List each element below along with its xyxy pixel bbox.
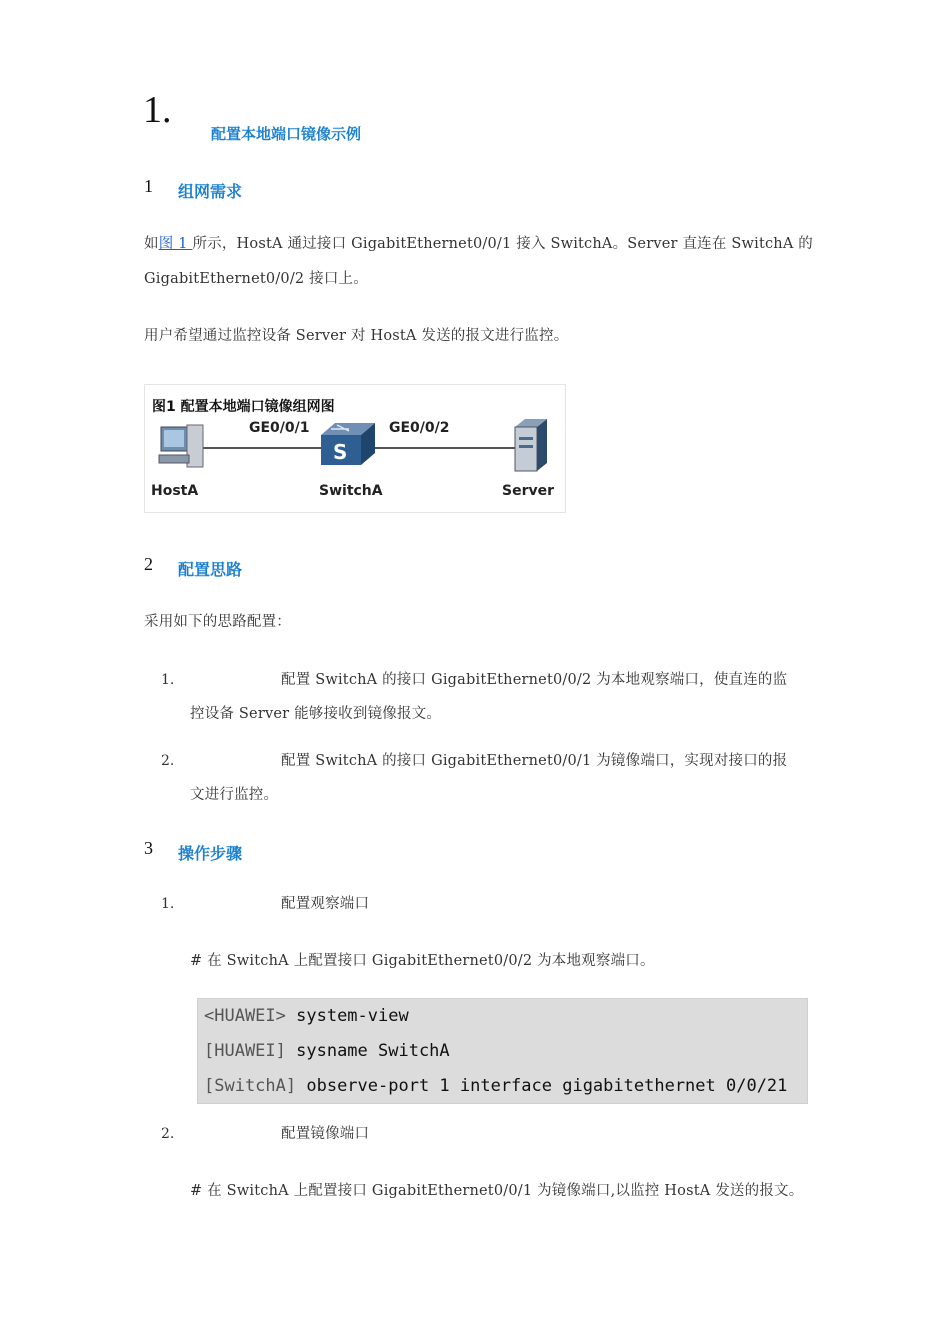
host-pc-icon — [159, 425, 203, 467]
step-title: 配置镜像端口 — [281, 1126, 370, 1142]
code-block — [197, 998, 808, 1104]
figure-caption: 图1 配置本地端口镜像组网图 — [152, 399, 335, 415]
step-number: 1. — [161, 896, 175, 912]
section-number: 1 — [144, 176, 153, 196]
server-icon — [515, 419, 547, 471]
code-line — [204, 1076, 787, 1096]
chapter-title: 配置本地端口镜像示例 — [211, 125, 362, 143]
code-prompt: <HUAWEI> — [204, 1006, 286, 1026]
port-label-right: GE0/0/2 — [389, 420, 450, 436]
approach-intro: 采用如下的思路配置： — [144, 614, 291, 630]
code-line — [204, 1041, 450, 1061]
section-title: 组网需求 — [178, 182, 243, 201]
section-number: 2 — [144, 554, 153, 574]
node-label-switch: SwitchA — [319, 483, 383, 499]
list-item-text: 配置 SwitchA 的接口 GigabitEthernet0/0/1 为镜像端口，实现对接口的报 — [281, 753, 788, 769]
node-label-host: HostA — [151, 483, 199, 499]
code-command: observe-port 1 interface gigabitethernet 0/0/21 — [296, 1076, 788, 1096]
code-line — [204, 1006, 409, 1026]
code-prompt: [SwitchA] — [204, 1076, 297, 1096]
step-number: 2. — [161, 1126, 175, 1142]
switch-symbol: S — [333, 440, 348, 464]
section-title: 配置思路 — [178, 560, 243, 579]
switch-icon — [321, 423, 375, 465]
network-diagram — [144, 384, 566, 513]
node-label-server: Server — [502, 483, 555, 499]
code-command: sysname SwitchA — [285, 1041, 450, 1061]
requirement-paragraph-2: 用户希望通过监控设备 Server 对 HostA 发送的报文进行监控。 — [144, 328, 569, 344]
list-item-text-line2: 文进行监控。 — [190, 787, 279, 803]
list-item-text-line2: 控设备 Server 能够接收到镜像报文。 — [190, 706, 442, 722]
section-title: 操作步骤 — [178, 844, 243, 863]
para-text: 所示，HostA 通过接口 GigabitEthernet0/0/1 接入 SwitchA。Server 直连在 SwitchA 的 — [192, 236, 814, 252]
step-note: # 在 SwitchA 上配置接口 GigabitEthernet0/0/2 为本地观察端口。 — [190, 953, 655, 969]
para-prefix: 如 — [144, 236, 159, 252]
step-note: # 在 SwitchA 上配置接口 GigabitEthernet0/0/1 为镜像端口,以监控 HostA 发送的报文。 — [190, 1183, 804, 1199]
code-prompt: [HUAWEI] — [204, 1041, 286, 1061]
figure-link[interactable]: 图 1 — [158, 236, 193, 252]
section-number: 3 — [144, 838, 153, 858]
list-item-text: 配置 SwitchA 的接口 GigabitEthernet0/0/2 为本地观察端口，使直连的监 — [281, 672, 788, 688]
code-command: system-view — [285, 1006, 409, 1026]
requirement-paragraph — [144, 227, 813, 262]
port-label-left: GE0/0/1 — [249, 420, 310, 436]
chapter-number: 1. — [143, 89, 172, 131]
list-item-number: 2. — [161, 753, 175, 769]
step-title: 配置观察端口 — [281, 896, 370, 912]
requirement-paragraph-line2: GigabitEthernet0/0/2 接口上。 — [144, 271, 368, 287]
list-item-number: 1. — [161, 672, 175, 688]
